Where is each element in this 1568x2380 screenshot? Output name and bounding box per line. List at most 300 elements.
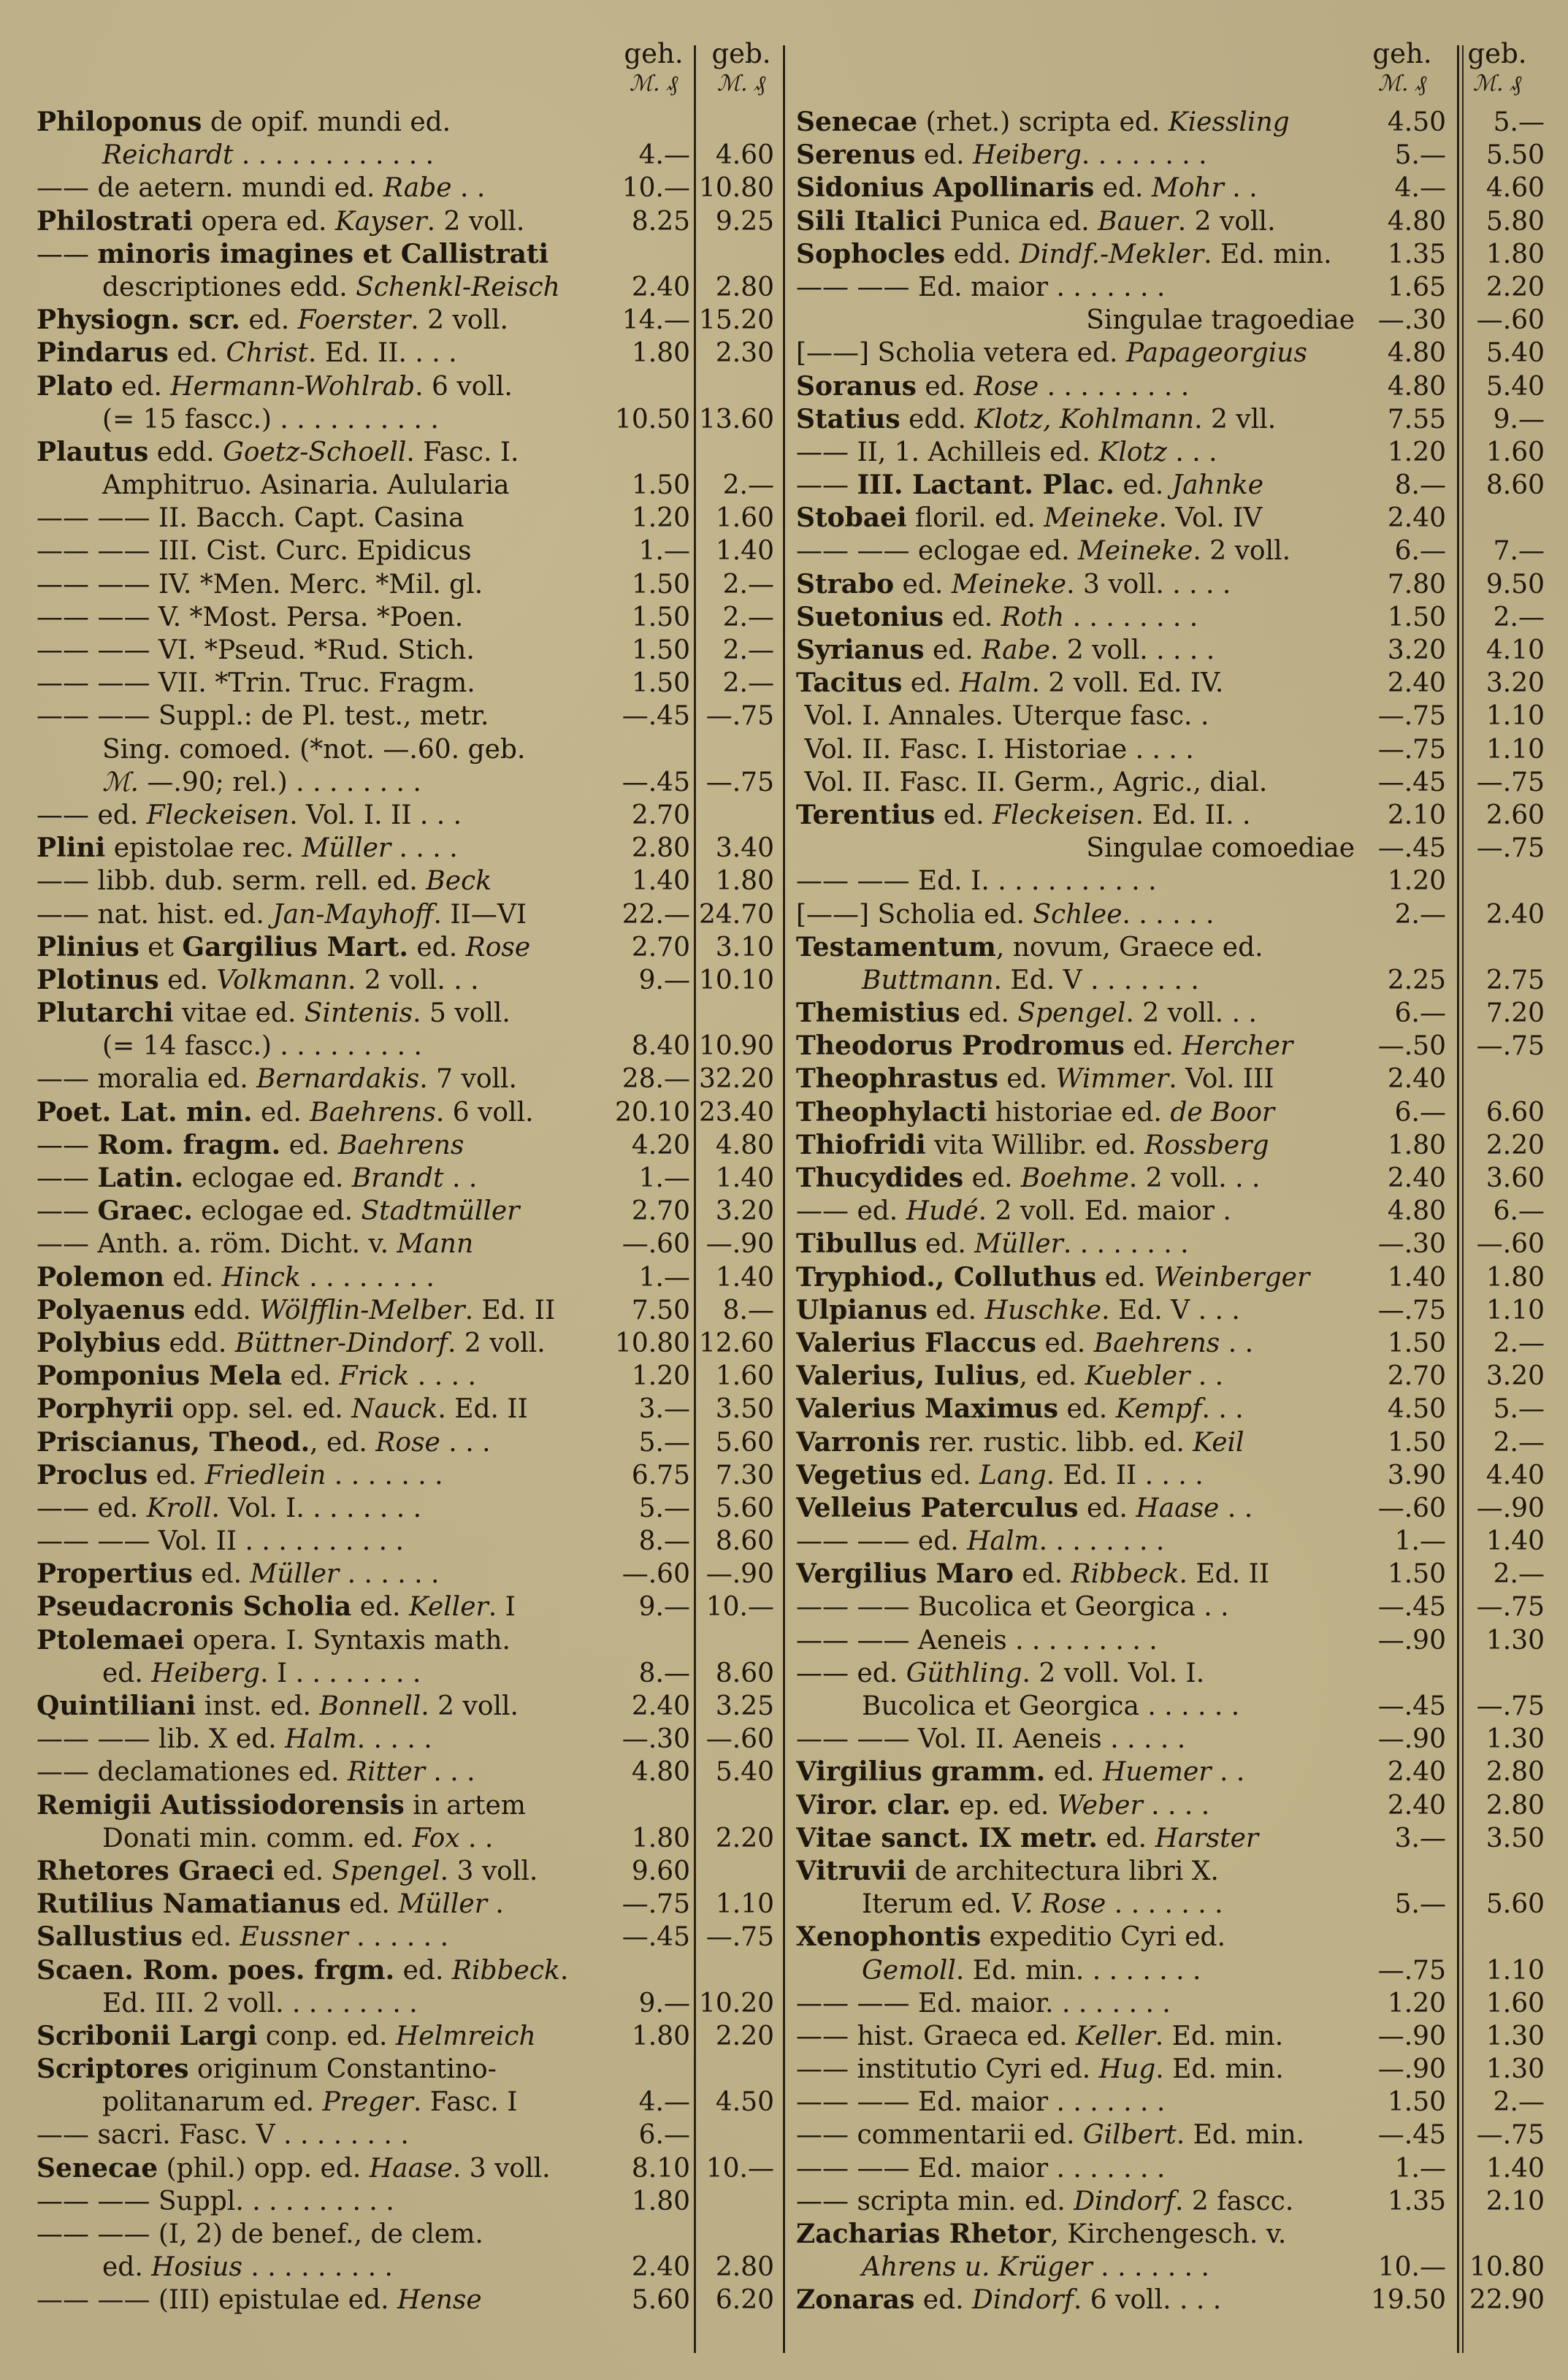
price-geheftet: 9.— bbox=[638, 1592, 690, 1623]
entry-title: —— institutio Cyri ed. Hug. Ed. min. bbox=[796, 2054, 1284, 2085]
price-geheftet: 1.20 bbox=[1387, 866, 1446, 897]
price-geheftet: 2.80 bbox=[631, 833, 690, 864]
entry-title: —— II, 1. Achilleis ed. Klotz . . . bbox=[796, 437, 1217, 467]
price-geheftet: 5.— bbox=[638, 1493, 690, 1523]
catalog-entry bbox=[37, 898, 774, 931]
price-gebunden: 1.60 bbox=[715, 503, 774, 534]
price-geheftet: 1.50 bbox=[631, 635, 690, 665]
catalog-entry bbox=[796, 2053, 1548, 2086]
price-geheftet: —.60 bbox=[622, 1229, 690, 1260]
catalog-entry bbox=[37, 238, 774, 271]
entry-title: (= 14 fascc.) . . . . . . . . . bbox=[102, 1031, 422, 1062]
price-gebunden: 2.— bbox=[722, 602, 774, 632]
catalog-entry bbox=[37, 1063, 774, 1095]
price-gebunden: 1.10 bbox=[1485, 1955, 1545, 1986]
column-divider-left-2 bbox=[783, 45, 785, 2353]
catalog-entry bbox=[37, 1294, 774, 1327]
entry-title: —— —— V. *Most. Persa. *Poen. bbox=[37, 602, 464, 632]
catalog-entry bbox=[37, 700, 774, 732]
entry-title: (= 15 fascc.) . . . . . . . . . . bbox=[102, 404, 439, 435]
catalog-entry bbox=[37, 1228, 774, 1260]
price-gebunden: 12.60 bbox=[698, 1328, 774, 1358]
price-gebunden: 2.20 bbox=[1485, 272, 1545, 302]
price-gebunden: —.75 bbox=[705, 767, 774, 797]
entry-title: —— de aetern. mundi ed. Rabe . . bbox=[37, 173, 486, 204]
entry-title: Senecae (rhet.) scripta ed. Kiessling bbox=[796, 107, 1290, 137]
catalog-entry bbox=[37, 2152, 774, 2185]
entry-title: —— —— VII. *Trin. Truc. Fragm. bbox=[37, 668, 475, 699]
catalog-entry bbox=[37, 865, 774, 898]
price-gebunden: —.60 bbox=[705, 1724, 774, 1755]
price-geheftet: —.45 bbox=[622, 767, 690, 797]
price-geheftet: 7.80 bbox=[1387, 569, 1446, 600]
price-gebunden: 8.— bbox=[722, 1295, 774, 1325]
price-geheftet: 2.40 bbox=[1387, 1163, 1446, 1193]
price-geheftet: —.30 bbox=[622, 1724, 690, 1755]
price-gebunden: 1.10 bbox=[1485, 701, 1545, 732]
price-gebunden: 9.50 bbox=[1485, 569, 1545, 600]
catalog-entry bbox=[37, 1822, 774, 1855]
price-geheftet: —.50 bbox=[1377, 1031, 1446, 1062]
price-geheftet: 2.70 bbox=[1387, 1361, 1446, 1392]
catalog-entry bbox=[37, 1987, 774, 2020]
geb-header bbox=[705, 38, 778, 98]
catalog-entry bbox=[796, 172, 1548, 204]
catalog-entry bbox=[37, 1327, 774, 1360]
catalog-entry bbox=[37, 337, 774, 370]
catalog-entry bbox=[796, 733, 1548, 766]
entry-title: —— ed. Hudé. 2 voll. Ed. maior . bbox=[796, 1196, 1231, 1227]
price-geheftet: 8.10 bbox=[631, 2153, 690, 2184]
entry-title: Plautus edd. Goetz-Schoell. Fasc. I. bbox=[37, 436, 519, 467]
price-gebunden: 1.10 bbox=[1485, 734, 1545, 765]
entry-title: Tryphiod., Colluthus ed. Weinberger bbox=[796, 1261, 1310, 1293]
price-geheftet: 5.— bbox=[1394, 140, 1446, 171]
entry-title: ed. Hosius . . . . . . . . . bbox=[102, 2252, 393, 2283]
entry-title: Xenophontis expeditio Cyri ed. bbox=[796, 1921, 1226, 1953]
catalog-entry bbox=[37, 1756, 774, 1788]
price-gebunden: 3.20 bbox=[1485, 1361, 1545, 1392]
price-geheftet: 1.20 bbox=[631, 1361, 690, 1392]
entry-title: —— —— Ed. maior . . . . . . . bbox=[796, 2087, 1166, 2118]
catalog-entry bbox=[37, 1360, 774, 1393]
entry-title: Syrianus ed. Rabe. 2 voll. . . . . bbox=[796, 635, 1215, 665]
catalog-entry bbox=[796, 1921, 1548, 1954]
price-gebunden: 10.— bbox=[705, 2153, 774, 2184]
price-gebunden: 1.60 bbox=[1485, 437, 1545, 467]
geb-header bbox=[1453, 38, 1541, 98]
price-gebunden: 6.60 bbox=[1485, 1097, 1545, 1128]
entry-title: —— —— Vol. II. Aeneis . . . . . bbox=[796, 1724, 1186, 1755]
price-gebunden: 2.10 bbox=[1485, 2186, 1545, 2216]
catalog-entry bbox=[37, 964, 774, 997]
entry-title: Scriptores originum Constantino- bbox=[37, 2054, 497, 2085]
price-geheftet: 1.20 bbox=[631, 503, 690, 534]
catalog-entry bbox=[796, 1360, 1548, 1393]
price-geheftet: 6.— bbox=[1394, 1097, 1446, 1128]
price-gebunden: 5.40 bbox=[1485, 338, 1545, 369]
price-gebunden: 1.10 bbox=[715, 1889, 774, 1920]
entry-title: Plato ed. Hermann-Wohlrab. 6 voll. bbox=[37, 370, 513, 402]
entry-title: Buttmann. Ed. V . . . . . . . bbox=[862, 965, 1199, 995]
catalog-entry bbox=[796, 1327, 1548, 1360]
entry-title: Varronis rer. rustic. libb. ed. Keil bbox=[796, 1426, 1244, 1458]
price-geheftet: 9.60 bbox=[631, 1856, 690, 1886]
entry-title: Iterum ed. V. Rose . . . . . . . bbox=[862, 1889, 1223, 1920]
price-geheftet: 28.— bbox=[622, 1064, 690, 1095]
catalog-entry bbox=[37, 2020, 774, 2053]
price-gebunden: 3.50 bbox=[715, 1394, 774, 1425]
price-geheftet: —.30 bbox=[1377, 305, 1446, 336]
geb-label: geb. bbox=[711, 38, 771, 69]
entry-title: Vol. I. Annales. Uterque fasc. . bbox=[796, 701, 1209, 732]
price-geheftet: 10.— bbox=[1377, 2252, 1446, 2283]
catalog-entry bbox=[37, 1492, 774, 1525]
entry-title: Plinius et Gargilius Mart. ed. Rose bbox=[37, 931, 531, 963]
entry-title: —— ed. Fleckeisen. Vol. I. II . . . bbox=[37, 800, 462, 830]
entry-title: Valerius Maximus ed. Kempf. . . bbox=[796, 1393, 1244, 1425]
price-gebunden: 7.30 bbox=[715, 1460, 774, 1491]
entry-title: Strabo ed. Meineke. 3 voll. . . . . bbox=[796, 568, 1231, 600]
entry-title: Gemoll. Ed. min. . . . . . . . bbox=[862, 1955, 1201, 1986]
price-geheftet: 4.80 bbox=[1387, 1196, 1446, 1227]
price-gebunden: 10.90 bbox=[698, 1031, 774, 1062]
price-gebunden: —.75 bbox=[1476, 833, 1545, 864]
price-gebunden: 9.25 bbox=[715, 206, 774, 237]
entry-title: Physiogn. scr. ed. Foerster. 2 voll. bbox=[37, 305, 508, 336]
entry-title: —— commentarii ed. Gilbert. Ed. min. bbox=[796, 2120, 1305, 2151]
price-gebunden: 6.— bbox=[1493, 1196, 1545, 1227]
price-gebunden: 2.— bbox=[1493, 602, 1545, 632]
entry-title: Viror. clar. ep. ed. Weber . . . . bbox=[796, 1789, 1210, 1821]
price-geheftet: —.75 bbox=[1377, 1295, 1446, 1325]
price-gebunden: 2.— bbox=[1493, 1559, 1545, 1590]
entry-title: Scaen. Rom. poes. frgm. ed. Ribbeck. bbox=[37, 1954, 569, 1986]
price-gebunden: 10.80 bbox=[698, 173, 774, 204]
catalog-entry bbox=[796, 832, 1548, 865]
price-geheftet: 4.— bbox=[638, 2087, 690, 2118]
catalog-entry bbox=[796, 1492, 1548, 1525]
catalog-entry bbox=[796, 1855, 1548, 1888]
catalog-entry bbox=[796, 1591, 1548, 1623]
entry-title: Pomponius Mela ed. Frick . . . . bbox=[37, 1361, 476, 1392]
price-gebunden: 2.40 bbox=[1485, 899, 1545, 930]
entry-title: Amphitruo. Asinaria. Aulularia bbox=[102, 470, 510, 501]
price-geheftet: —.60 bbox=[622, 1559, 690, 1590]
catalog-entry bbox=[37, 2218, 774, 2251]
price-gebunden: 15.20 bbox=[698, 305, 774, 336]
price-gebunden: 1.30 bbox=[1485, 2021, 1545, 2051]
price-geheftet: 20.10 bbox=[614, 1097, 690, 1128]
price-gebunden: 2.— bbox=[1493, 2087, 1545, 2118]
price-gebunden: 10.— bbox=[705, 1592, 774, 1623]
price-geheftet: 19.50 bbox=[1370, 2285, 1446, 2316]
catalog-entry bbox=[37, 601, 774, 634]
catalog-entry bbox=[37, 1261, 774, 1294]
price-geheftet: —.90 bbox=[1377, 2021, 1446, 2051]
entry-title: —— Anth. a. röm. Dicht. v. Mann bbox=[37, 1229, 474, 1260]
price-geheftet: 3.— bbox=[1394, 1823, 1446, 1853]
entry-title: Vol. II. Fasc. II. Germ., Agric., dial. bbox=[796, 767, 1268, 797]
catalog-entry bbox=[37, 568, 774, 601]
price-gebunden: 5.— bbox=[1493, 1394, 1545, 1425]
price-geheftet: 2.40 bbox=[1387, 668, 1446, 699]
entry-title: —— —— Suppl.: de Pl. test., metr. bbox=[37, 701, 489, 732]
catalog-entry bbox=[37, 1162, 774, 1195]
price-gebunden: 5.40 bbox=[1485, 371, 1545, 402]
price-geheftet: 8.— bbox=[638, 1658, 690, 1688]
catalog-entry bbox=[37, 2284, 774, 2316]
catalog-entry bbox=[37, 2185, 774, 2218]
price-geheftet: 4.— bbox=[1394, 173, 1446, 204]
entry-title: Porphyrii opp. sel. ed. Nauck. Ed. II bbox=[37, 1393, 528, 1425]
price-gebunden: 32.20 bbox=[698, 1064, 774, 1095]
catalog-entry bbox=[37, 1195, 774, 1228]
catalog-entry bbox=[37, 634, 774, 667]
catalog-entry bbox=[796, 964, 1548, 997]
price-geheftet: 1.35 bbox=[1387, 2186, 1446, 2216]
entry-title: Polyaenus edd. Wölfflin-Melber. Ed. II bbox=[37, 1294, 556, 1325]
price-geheftet: 3.— bbox=[638, 1394, 690, 1425]
catalog-entry bbox=[796, 1558, 1548, 1591]
price-geheftet: 6.— bbox=[638, 2120, 690, 2151]
price-gebunden: 10.80 bbox=[1469, 2252, 1545, 2283]
price-gebunden: 3.25 bbox=[715, 1691, 774, 1721]
catalog-entry bbox=[796, 1063, 1548, 1095]
price-gebunden: 3.50 bbox=[1485, 1823, 1545, 1853]
entry-title: Terentius ed. Fleckeisen. Ed. II. . bbox=[796, 799, 1251, 830]
entry-title: Zonaras ed. Dindorf. 6 voll. . . . bbox=[796, 2284, 1222, 2316]
price-gebunden: 1.40 bbox=[715, 1163, 774, 1193]
catalog-entry bbox=[796, 2020, 1548, 2053]
price-geheftet: 1.50 bbox=[1387, 602, 1446, 632]
price-geheftet: 1.35 bbox=[1387, 239, 1446, 269]
price-geheftet: —.75 bbox=[1377, 1955, 1446, 1986]
entry-title: Sidonius Apollinaris ed. Mohr . . bbox=[796, 172, 1258, 204]
entry-title: Philoponus de opif. mundi ed. bbox=[37, 107, 451, 137]
catalog-entry bbox=[37, 436, 774, 469]
catalog-entry bbox=[796, 1888, 1548, 1921]
catalog-entry bbox=[37, 370, 774, 403]
catalog-entry bbox=[796, 304, 1548, 337]
catalog-entry bbox=[796, 865, 1548, 898]
price-geheftet: 8.— bbox=[1394, 470, 1446, 501]
price-geheftet: 22.— bbox=[622, 899, 690, 930]
entry-title: Propertius ed. Müller . . . . . . bbox=[37, 1558, 440, 1590]
catalog-entry bbox=[37, 502, 774, 535]
entry-title: —— —— ed. Halm. . . . . . . . bbox=[796, 1526, 1165, 1557]
geh-label: geh. bbox=[1372, 38, 1432, 69]
entry-title: Velleius Paterculus ed. Haase . . bbox=[796, 1492, 1253, 1523]
catalog-entry bbox=[796, 898, 1548, 931]
catalog-entry bbox=[796, 1624, 1548, 1657]
entry-title: Vergilius Maro ed. Ribbeck. Ed. II bbox=[796, 1558, 1270, 1590]
catalog-entry bbox=[796, 1030, 1548, 1063]
entry-title: Vegetius ed. Lang. Ed. II . . . . bbox=[796, 1459, 1204, 1491]
entry-title: —— —— Ed. maior . . . . . . . bbox=[796, 272, 1166, 302]
price-gebunden: 4.40 bbox=[1485, 1460, 1545, 1491]
entry-title: politanarum ed. Preger. Fasc. I bbox=[102, 2087, 518, 2118]
price-geheftet: 2.25 bbox=[1387, 965, 1446, 995]
price-geheftet: 1.— bbox=[638, 1163, 690, 1193]
catalog-entry bbox=[796, 106, 1548, 139]
price-geheftet: 7.50 bbox=[631, 1295, 690, 1325]
price-gebunden: 2.— bbox=[1493, 1427, 1545, 1458]
price-geheftet: 4.50 bbox=[1387, 107, 1446, 137]
catalog-entry bbox=[796, 1987, 1548, 2020]
price-geheftet: 8.25 bbox=[631, 206, 690, 237]
price-gebunden: 1.80 bbox=[1485, 239, 1545, 269]
price-geheftet: 1.40 bbox=[1387, 1262, 1446, 1293]
entry-title: Tacitus ed. Halm. 2 voll. Ed. IV. bbox=[796, 667, 1224, 699]
entry-title: Virgilius gramm. ed. Huemer . . bbox=[796, 1756, 1245, 1788]
entry-title: —— scripta min. ed. Dindorf. 2 fascc. bbox=[796, 2186, 1294, 2216]
catalog-entry bbox=[796, 568, 1548, 601]
price-geheftet: 1.40 bbox=[631, 866, 690, 897]
price-geheftet: 2.40 bbox=[631, 2252, 690, 2283]
catalog-entry bbox=[796, 1426, 1548, 1459]
entry-title: Sing. comoed. (*not. —.60. geb. bbox=[102, 734, 526, 765]
price-geheftet: —.90 bbox=[1377, 2054, 1446, 2085]
entry-title: —— —— Ed. maior. . . . . . . . bbox=[796, 1988, 1171, 2019]
price-gebunden: 8.60 bbox=[715, 1658, 774, 1688]
catalog-entry bbox=[37, 1426, 774, 1459]
entry-title: Vol. II. Fasc. I. Historiae . . . . bbox=[796, 734, 1194, 765]
price-geheftet: 10.80 bbox=[614, 1328, 690, 1358]
entry-title: Valerius, Iulius, ed. Kuebler . . bbox=[796, 1361, 1224, 1392]
price-geheftet: 1.20 bbox=[1387, 1988, 1446, 2019]
entry-title: Theophrastus ed. Wimmer. Vol. III bbox=[796, 1063, 1274, 1095]
price-gebunden: 5.80 bbox=[1485, 206, 1545, 237]
price-gebunden: 7.— bbox=[1493, 536, 1545, 567]
price-gebunden: 8.60 bbox=[1485, 470, 1545, 501]
price-gebunden: 4.60 bbox=[1485, 173, 1545, 204]
price-gebunden: 24.70 bbox=[698, 899, 774, 930]
entry-title: Singulae tragoediae bbox=[1086, 305, 1355, 336]
price-gebunden: 1.40 bbox=[1485, 2153, 1545, 2184]
entry-title: Rutilius Namatianus ed. Müller . bbox=[37, 1889, 504, 1920]
price-geheftet: —.45 bbox=[1377, 1592, 1446, 1623]
catalog-entry bbox=[37, 1096, 774, 1129]
entry-title: Bucolica et Georgica . . . . . . bbox=[862, 1691, 1240, 1721]
price-gebunden: 22.90 bbox=[1469, 2285, 1545, 2316]
price-gebunden: —.60 bbox=[1476, 305, 1545, 336]
catalog-entry bbox=[796, 403, 1548, 436]
catalog-entry bbox=[796, 238, 1548, 271]
catalog-entry bbox=[796, 931, 1548, 964]
entry-title: —— —— II. Bacch. Capt. Casina bbox=[37, 503, 464, 534]
entry-title: Theophylacti historiae ed. de Boor bbox=[796, 1096, 1275, 1128]
price-gebunden: 4.50 bbox=[715, 2087, 774, 2118]
price-gebunden: 2.20 bbox=[1485, 1130, 1545, 1160]
catalog-entry bbox=[37, 2086, 774, 2119]
catalog-entry bbox=[37, 997, 774, 1030]
catalog-entry bbox=[37, 2251, 774, 2284]
price-geheftet: 2.40 bbox=[1387, 1757, 1446, 1788]
geh-unit: ℳ. ₰ bbox=[1377, 71, 1427, 96]
price-geheftet: 14.— bbox=[622, 305, 690, 336]
catalog-entry bbox=[37, 139, 774, 172]
entry-title: —— —— Ed. maior . . . . . . . bbox=[796, 2153, 1166, 2184]
price-gebunden: 3.60 bbox=[1485, 1163, 1545, 1193]
price-gebunden: —.75 bbox=[1476, 1031, 1545, 1062]
entry-title: Ahrens u. Krüger . . . . . . . bbox=[862, 2252, 1209, 2283]
catalog-entry bbox=[37, 1459, 774, 1492]
price-geheftet: —.45 bbox=[1377, 2120, 1446, 2151]
price-geheftet: 5.— bbox=[638, 1427, 690, 1458]
price-geheftet: 6.75 bbox=[631, 1460, 690, 1491]
price-geheftet: 3.90 bbox=[1387, 1460, 1446, 1491]
entry-title: Stobaei floril. ed. Meineke. Vol. IV bbox=[796, 502, 1263, 534]
entry-title: Plutarchi vitae ed. Sintenis. 5 voll. bbox=[37, 998, 510, 1029]
entry-title: Quintiliani inst. ed. Bonnell. 2 voll. bbox=[37, 1691, 519, 1721]
price-geheftet: 10.50 bbox=[614, 404, 690, 435]
entry-title: [——] Scholia vetera ed. Papageorgius bbox=[796, 338, 1307, 369]
price-gebunden: 23.40 bbox=[698, 1097, 774, 1128]
price-gebunden: 7.20 bbox=[1485, 998, 1545, 1029]
price-gebunden: —.60 bbox=[1476, 1229, 1545, 1260]
entry-title: —— —— VI. *Pseud. *Rud. Stich. bbox=[37, 635, 475, 665]
price-gebunden: 5.40 bbox=[715, 1757, 774, 1788]
catalog-entry bbox=[796, 700, 1548, 732]
entry-title: —— Rom. fragm. ed. Baehrens bbox=[37, 1129, 464, 1160]
entry-title: —— ed. Kroll. Vol. I. . . . . . . . bbox=[37, 1493, 422, 1523]
price-geheftet: 2.70 bbox=[631, 800, 690, 830]
price-geheftet: 8.40 bbox=[631, 1031, 690, 1062]
price-gebunden: 4.60 bbox=[715, 140, 774, 171]
price-gebunden: 2.80 bbox=[1485, 1757, 1545, 1788]
price-geheftet: 2.— bbox=[1394, 899, 1446, 930]
catalog-entry bbox=[796, 1789, 1548, 1822]
catalog-entry bbox=[37, 733, 774, 766]
entry-title: —— —— (I, 2) de benef., de clem. bbox=[37, 2219, 483, 2249]
catalog-entry bbox=[796, 601, 1548, 634]
price-gebunden: 5.50 bbox=[1485, 140, 1545, 171]
price-geheftet: 1.— bbox=[1394, 1526, 1446, 1557]
catalog-entry bbox=[796, 2251, 1548, 2284]
price-geheftet: —.90 bbox=[1377, 1625, 1446, 1656]
entry-title: Philostrati opera ed. Kayser. 2 voll. bbox=[37, 205, 525, 237]
price-gebunden: —.75 bbox=[1476, 767, 1545, 797]
price-gebunden: 1.40 bbox=[715, 536, 774, 567]
catalog-entry bbox=[796, 1690, 1548, 1723]
catalog-entry bbox=[796, 205, 1548, 238]
price-geheftet: 1.50 bbox=[631, 668, 690, 699]
price-geheftet: 5.— bbox=[1394, 1889, 1446, 1920]
entry-title: Soranus ed. Rose . . . . . . . . . bbox=[796, 370, 1190, 402]
catalog-entry bbox=[796, 1756, 1548, 1788]
entry-title: —— moralia ed. Bernardakis. 7 voll. bbox=[37, 1064, 517, 1095]
entry-title: Rhetores Graeci ed. Spengel. 3 voll. bbox=[37, 1855, 538, 1886]
entry-title: Polemon ed. Hinck . . . . . . . . bbox=[37, 1261, 435, 1293]
price-geheftet: —.45 bbox=[622, 1922, 690, 1953]
entry-title: Tibullus ed. Müller. . . . . . . . bbox=[796, 1228, 1189, 1260]
entry-title: Sallustius ed. Eussner . . . . . . bbox=[37, 1921, 449, 1953]
price-gebunden: 9.— bbox=[1493, 404, 1545, 435]
price-gebunden: 2.— bbox=[722, 668, 774, 699]
catalog-entry bbox=[37, 2119, 774, 2151]
price-gebunden: 2.20 bbox=[715, 2021, 774, 2051]
catalog-entry bbox=[37, 832, 774, 865]
price-gebunden: 3.10 bbox=[715, 932, 774, 963]
catalog-entry bbox=[37, 271, 774, 304]
entry-title: Serenus ed. Heiberg. . . . . . . . bbox=[796, 139, 1207, 171]
price-gebunden: —.90 bbox=[705, 1559, 774, 1590]
catalog-entry bbox=[37, 1558, 774, 1591]
catalog-entry bbox=[796, 1096, 1548, 1129]
entry-title: descriptiones edd. Schenkl-Reisch bbox=[102, 272, 560, 302]
price-gebunden: 2.— bbox=[722, 470, 774, 501]
